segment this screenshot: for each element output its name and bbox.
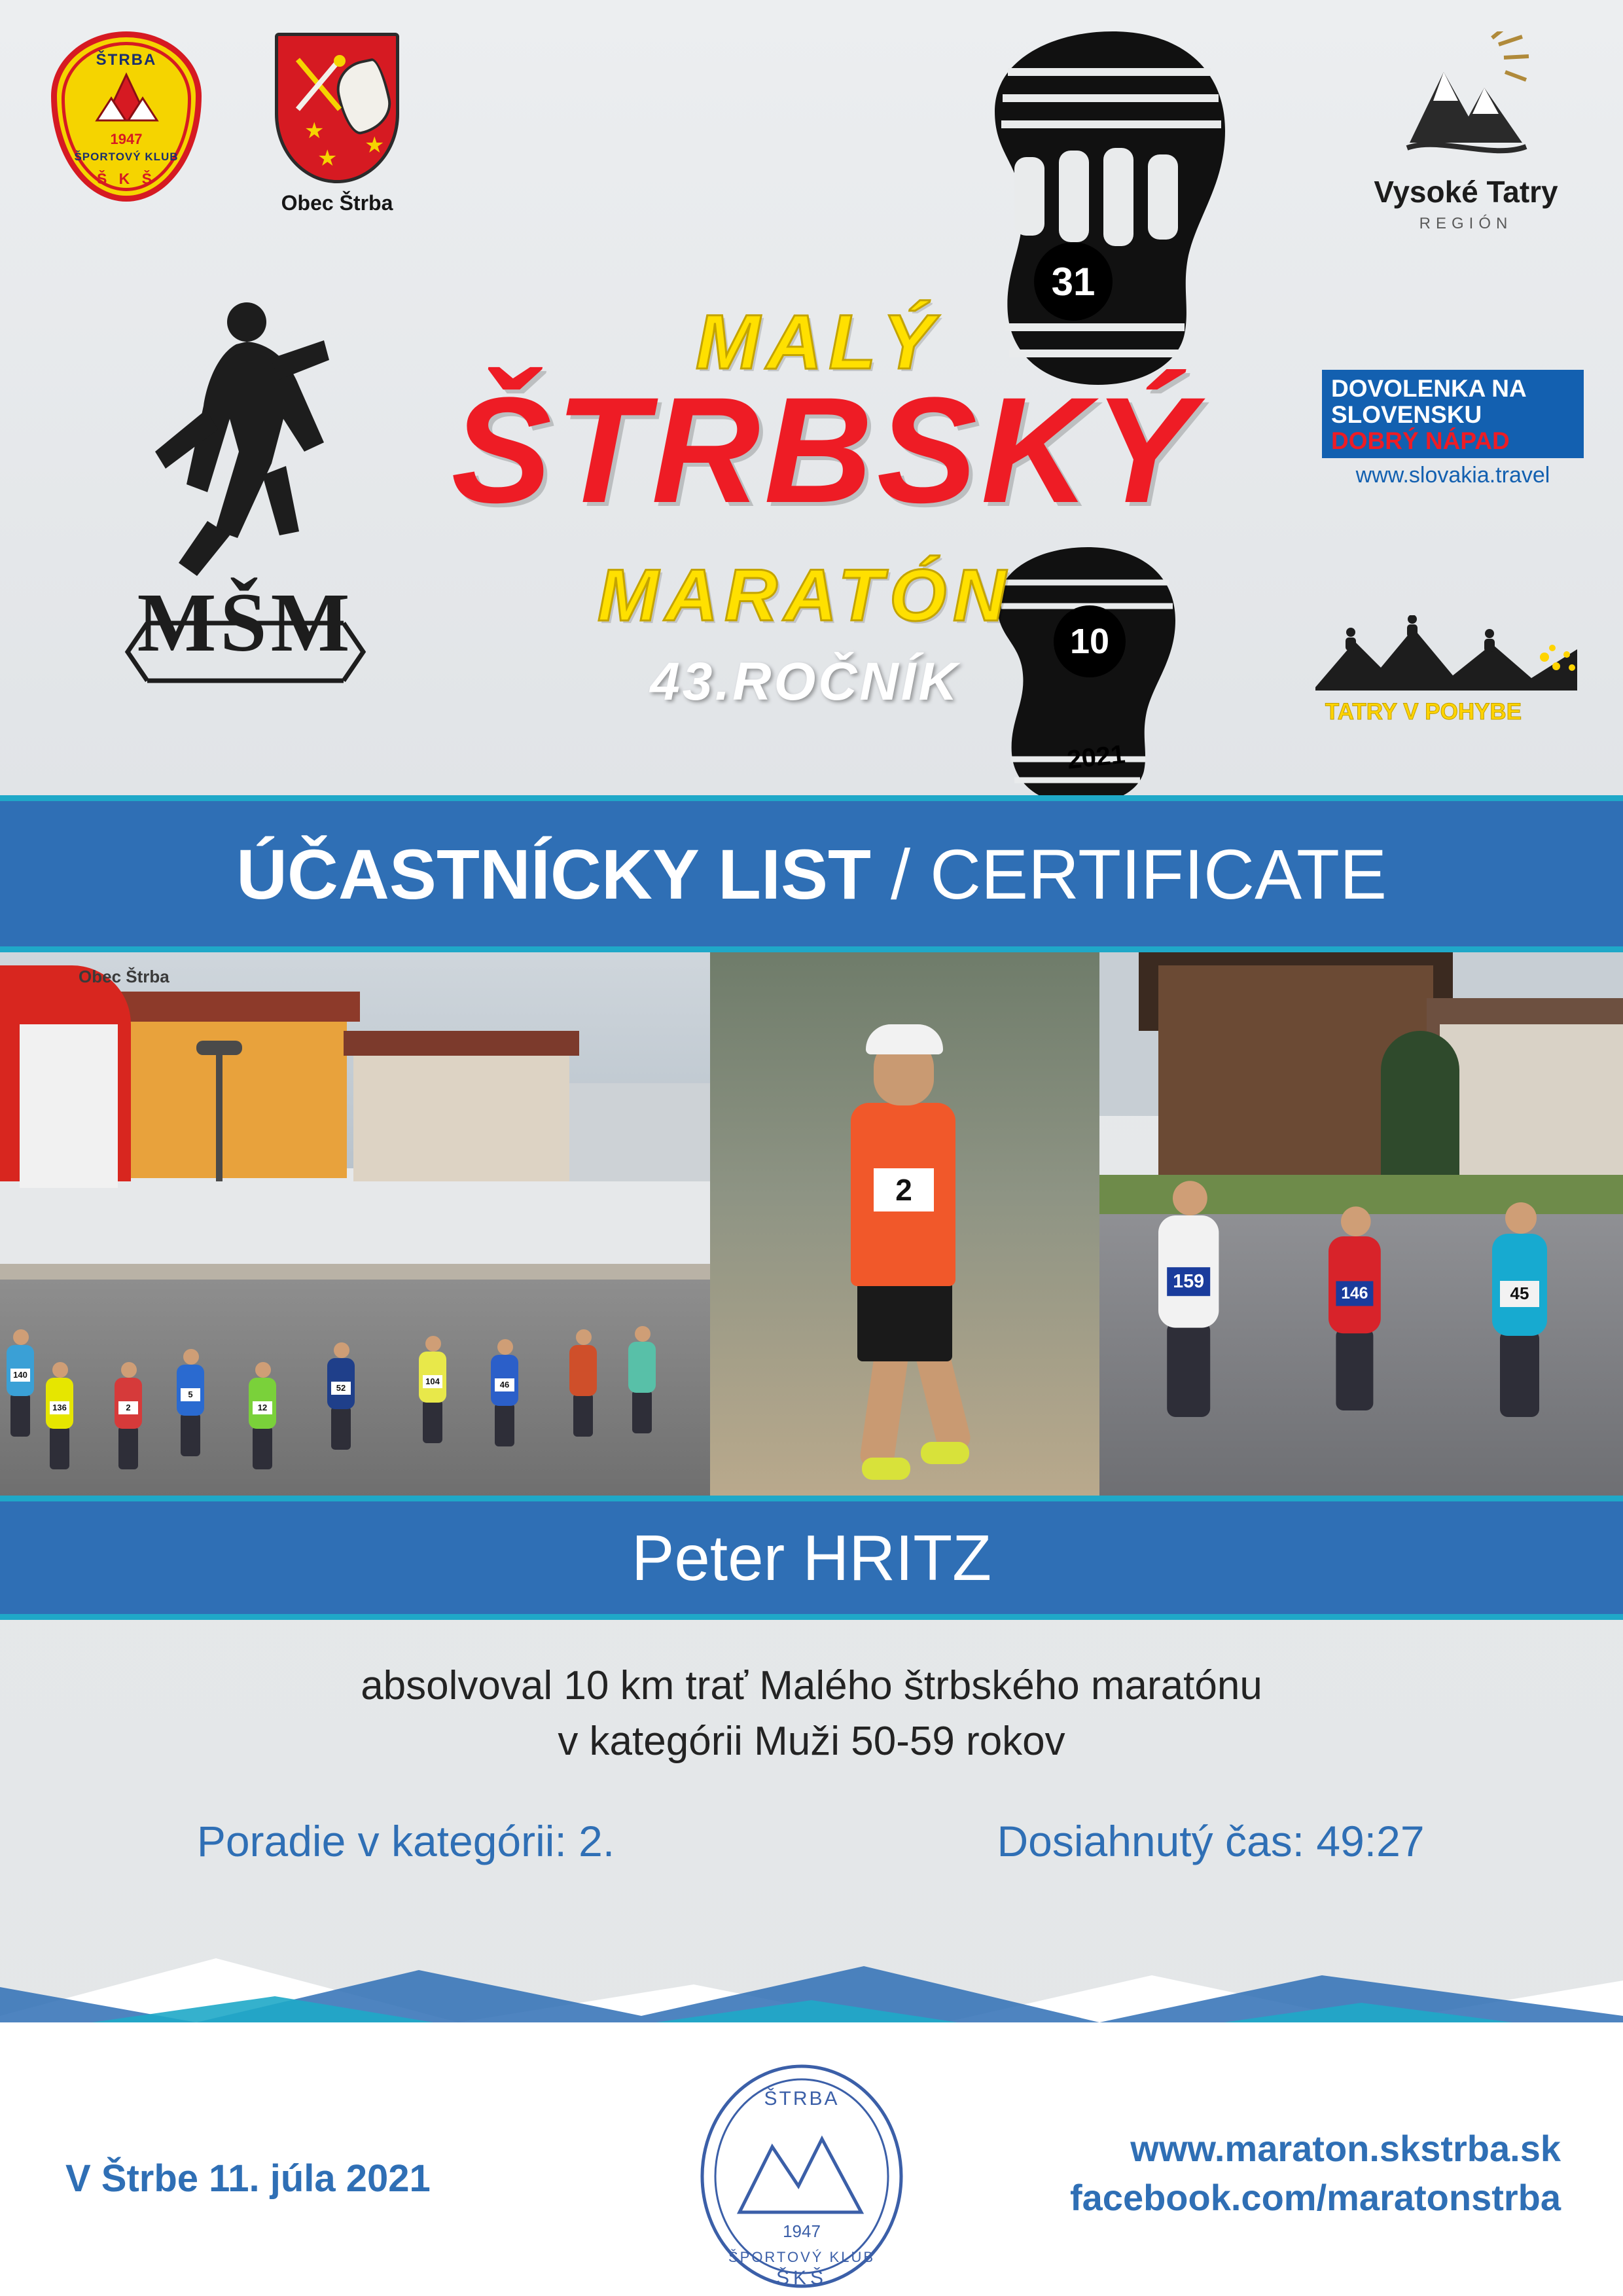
finish-time-value: 49:27 bbox=[1316, 1817, 1425, 1865]
building bbox=[569, 1083, 710, 1181]
footer-section bbox=[0, 2022, 1623, 2296]
bib-number: 140 bbox=[10, 1369, 30, 1382]
shoe bbox=[862, 1458, 910, 1480]
finish-time-label: Dosiahnutý čas: bbox=[997, 1817, 1305, 1865]
shorts bbox=[857, 1276, 952, 1361]
banner-title-sk: ÚČASTNÍCKY LIST bbox=[236, 834, 871, 914]
shoe bbox=[921, 1442, 969, 1464]
sks-strba-logo bbox=[51, 31, 202, 218]
house bbox=[1440, 1024, 1623, 1188]
slovakia-travel-line3: DOBRÝ NÁPAD bbox=[1331, 427, 1510, 454]
vysoke-tatry-region: REGIÓN bbox=[1419, 215, 1513, 232]
name-band-bottom-rule bbox=[0, 1614, 1623, 1620]
page-title: ŠTRBSKÝ bbox=[451, 366, 1198, 534]
participant-name-band bbox=[0, 1496, 1623, 1620]
lamp-post bbox=[216, 1050, 223, 1181]
sks-subtitle-label: ŠPORTOVÝ KLUB bbox=[74, 151, 179, 163]
svg-text:ŠPORTOVÝ KLUB: ŠPORTOVÝ KLUB bbox=[728, 2249, 876, 2265]
sks-year-label: 1947 bbox=[110, 131, 143, 147]
tatras-sun-icon bbox=[1400, 31, 1531, 169]
lamp-head bbox=[196, 1041, 242, 1055]
category-rank bbox=[111, 1816, 700, 1866]
category-rank-label: Poradie v kategórii: bbox=[196, 1817, 567, 1865]
bib-number: 12 bbox=[253, 1401, 272, 1414]
three-runners-photo bbox=[1099, 952, 1623, 1496]
banner-title-en: / CERTIFICATE bbox=[871, 834, 1387, 914]
start-line-photo bbox=[0, 952, 710, 1496]
bib-number: 104 bbox=[423, 1375, 442, 1388]
website-link[interactable]: www.maraton.skstrba.sk bbox=[1130, 2128, 1561, 2169]
roof bbox=[344, 1031, 579, 1056]
issue-date: V Štrbe 11. júla 2021 bbox=[65, 2157, 431, 2200]
slovakia-travel-url[interactable]: www.slovakia.travel bbox=[1355, 463, 1550, 488]
title-edition: 43.ROČNÍK bbox=[650, 652, 960, 711]
obec-strba-label: Obec Štrba bbox=[281, 191, 393, 215]
coat-of-arms-icon bbox=[275, 33, 399, 183]
slovakia-travel-box bbox=[1322, 370, 1584, 458]
facebook-link[interactable]: facebook.com/maratonstrba bbox=[1070, 2177, 1561, 2218]
cap bbox=[866, 1024, 943, 1054]
bib-number: 5 bbox=[181, 1388, 200, 1401]
building bbox=[353, 1050, 569, 1181]
finish-time bbox=[916, 1816, 1505, 1866]
bib-number: 146 bbox=[1336, 1281, 1373, 1306]
result-description-line2: v kategórii Muži 50-59 rokov bbox=[558, 1719, 1065, 1764]
star-icon: ★ bbox=[304, 118, 325, 143]
msm-word-label: MŠM bbox=[137, 576, 354, 669]
star-icon: ★ bbox=[365, 133, 385, 158]
mountain-ridge-runners-icon bbox=[1315, 615, 1577, 694]
bib-number: 159 bbox=[1167, 1267, 1210, 1296]
slovakia-travel-logo bbox=[1322, 370, 1584, 501]
bib-number: 136 bbox=[50, 1401, 69, 1414]
participant-name: Peter HRITZ bbox=[632, 1521, 991, 1594]
kerb bbox=[0, 1264, 710, 1280]
edition-number-badge: 31 bbox=[1034, 242, 1113, 321]
distance-badge: 10 bbox=[1054, 605, 1126, 677]
result-section bbox=[0, 1620, 1623, 1934]
slovakia-travel-line2: SLOVENSKU bbox=[1331, 401, 1482, 428]
svg-text:1947: 1947 bbox=[783, 2221, 821, 2241]
bib-number: 45 bbox=[1500, 1281, 1539, 1307]
bib-number: 52 bbox=[331, 1382, 351, 1395]
club-stamp bbox=[694, 2062, 910, 2291]
road bbox=[0, 1280, 710, 1496]
msm-logo bbox=[108, 288, 383, 720]
vysoke-tatry-logo bbox=[1335, 31, 1597, 254]
crossed-tools-shape bbox=[293, 54, 348, 117]
category-rank-value: 2. bbox=[579, 1817, 615, 1865]
banner-title bbox=[236, 833, 1387, 915]
certificate-banner bbox=[0, 795, 1623, 952]
tree bbox=[1381, 1031, 1459, 1188]
svg-text:ŠTRBA: ŠTRBA bbox=[764, 2088, 840, 2109]
start-banner bbox=[20, 1024, 118, 1188]
svg-text:ŠKŠ: ŠKŠ bbox=[776, 2267, 828, 2289]
star-icon: ★ bbox=[317, 146, 338, 171]
slovakia-travel-line1: DOVOLENKA NA bbox=[1331, 375, 1527, 402]
header-section bbox=[0, 0, 1623, 795]
sks-top-label: ŠTRBA bbox=[96, 51, 157, 69]
bib-number: 2 bbox=[118, 1401, 138, 1414]
event-year-label: 2021 bbox=[1065, 740, 1127, 775]
vysoke-tatry-name: Vysoké Tatry bbox=[1374, 175, 1558, 209]
tatry-v-pohybe-label: TATRY V POHYBE bbox=[1325, 699, 1522, 725]
photo-caption: Obec Štrba bbox=[79, 967, 169, 986]
single-runner-photo bbox=[710, 952, 1099, 1496]
bib-number: 2 bbox=[874, 1168, 934, 1211]
photo-strip bbox=[0, 952, 1623, 1496]
title-maly: MALÝ bbox=[695, 299, 941, 386]
result-description-line1: absolvoval 10 km trať Malého štrbského maratónu bbox=[361, 1663, 1262, 1708]
bib-number: 46 bbox=[495, 1378, 514, 1391]
mountain-club-crest-icon bbox=[92, 72, 161, 123]
banner-bottom-rule bbox=[0, 946, 1623, 952]
name-band-top-rule bbox=[0, 1496, 1623, 1501]
banner-top-rule bbox=[0, 795, 1623, 801]
obec-strba-logo bbox=[259, 33, 416, 223]
tatry-v-pohybe-logo bbox=[1309, 615, 1584, 759]
title-maraton: MARATÓN bbox=[597, 554, 1013, 636]
sks-abbrev-label: Š K Š bbox=[96, 170, 156, 187]
